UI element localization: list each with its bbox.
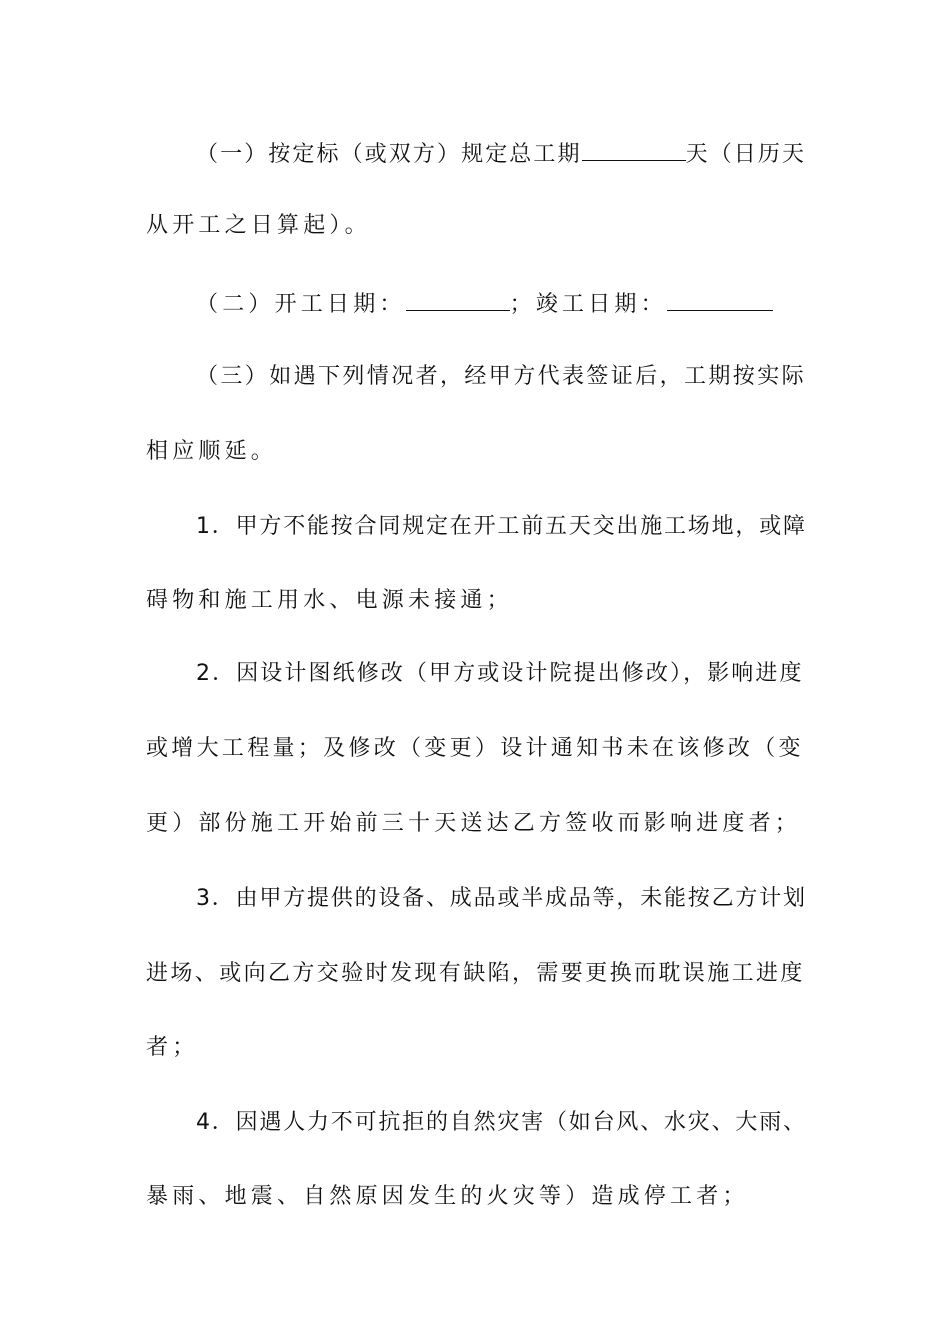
item-1-line-1: 1．甲方不能按合同规定在开工前五天交出施工场地，或障 <box>196 514 807 539</box>
clause-one-line-1 <box>196 136 806 168</box>
item-2-line-1: 2．因设计图纸修改（甲方或设计院提出修改），影响进度 <box>196 661 804 686</box>
item-1-line-2: 碍物和施工用水、电源未接通； <box>146 588 513 613</box>
item-4-line-2: 暴雨、地震、自然原因发生的火灾等）造成停工者； <box>146 1184 749 1209</box>
end-date-blank <box>667 286 773 311</box>
end-date-label: 竣工日期： <box>535 292 667 317</box>
item-3-line-1: 3．由甲方提供的设备、成品或半成品等，未能按乙方计划 <box>196 886 807 911</box>
clause-one-line-2: 从开工之日算起）。 <box>146 213 371 238</box>
clause-three-line-1: （三）如遇下列情况者，经甲方代表签证后，工期按实际 <box>196 364 807 389</box>
clause-one-text-before: （一）按定标（或双方）规定总工期 <box>196 142 582 167</box>
total-duration-blank <box>582 136 686 161</box>
item-3-line-2: 进场、或向乙方交验时发现有缺陷，需要更换而耽误施工进度 <box>146 961 805 986</box>
clause-two-line <box>196 286 806 318</box>
clause-three-line-2: 相应顺延。 <box>146 439 278 464</box>
start-date-label: （二）开工日期： <box>196 292 406 317</box>
date-separator: ； <box>509 292 536 317</box>
item-2-line-2: 或增大工程量；及修改（变更）设计通知书未在该修改（变 <box>146 736 804 761</box>
item-2-line-3: 更）部份施工开始前三十天送达乙方签收而影响进度者； <box>146 811 802 836</box>
clause-one-text-after: 天（日历天 <box>685 142 807 167</box>
item-4-line-1: 4．因遇人力不可抗拒的自然灾害（如台风、水灾、大雨、 <box>196 1110 807 1135</box>
start-date-blank <box>406 286 510 311</box>
item-3-line-3: 者； <box>146 1035 199 1060</box>
